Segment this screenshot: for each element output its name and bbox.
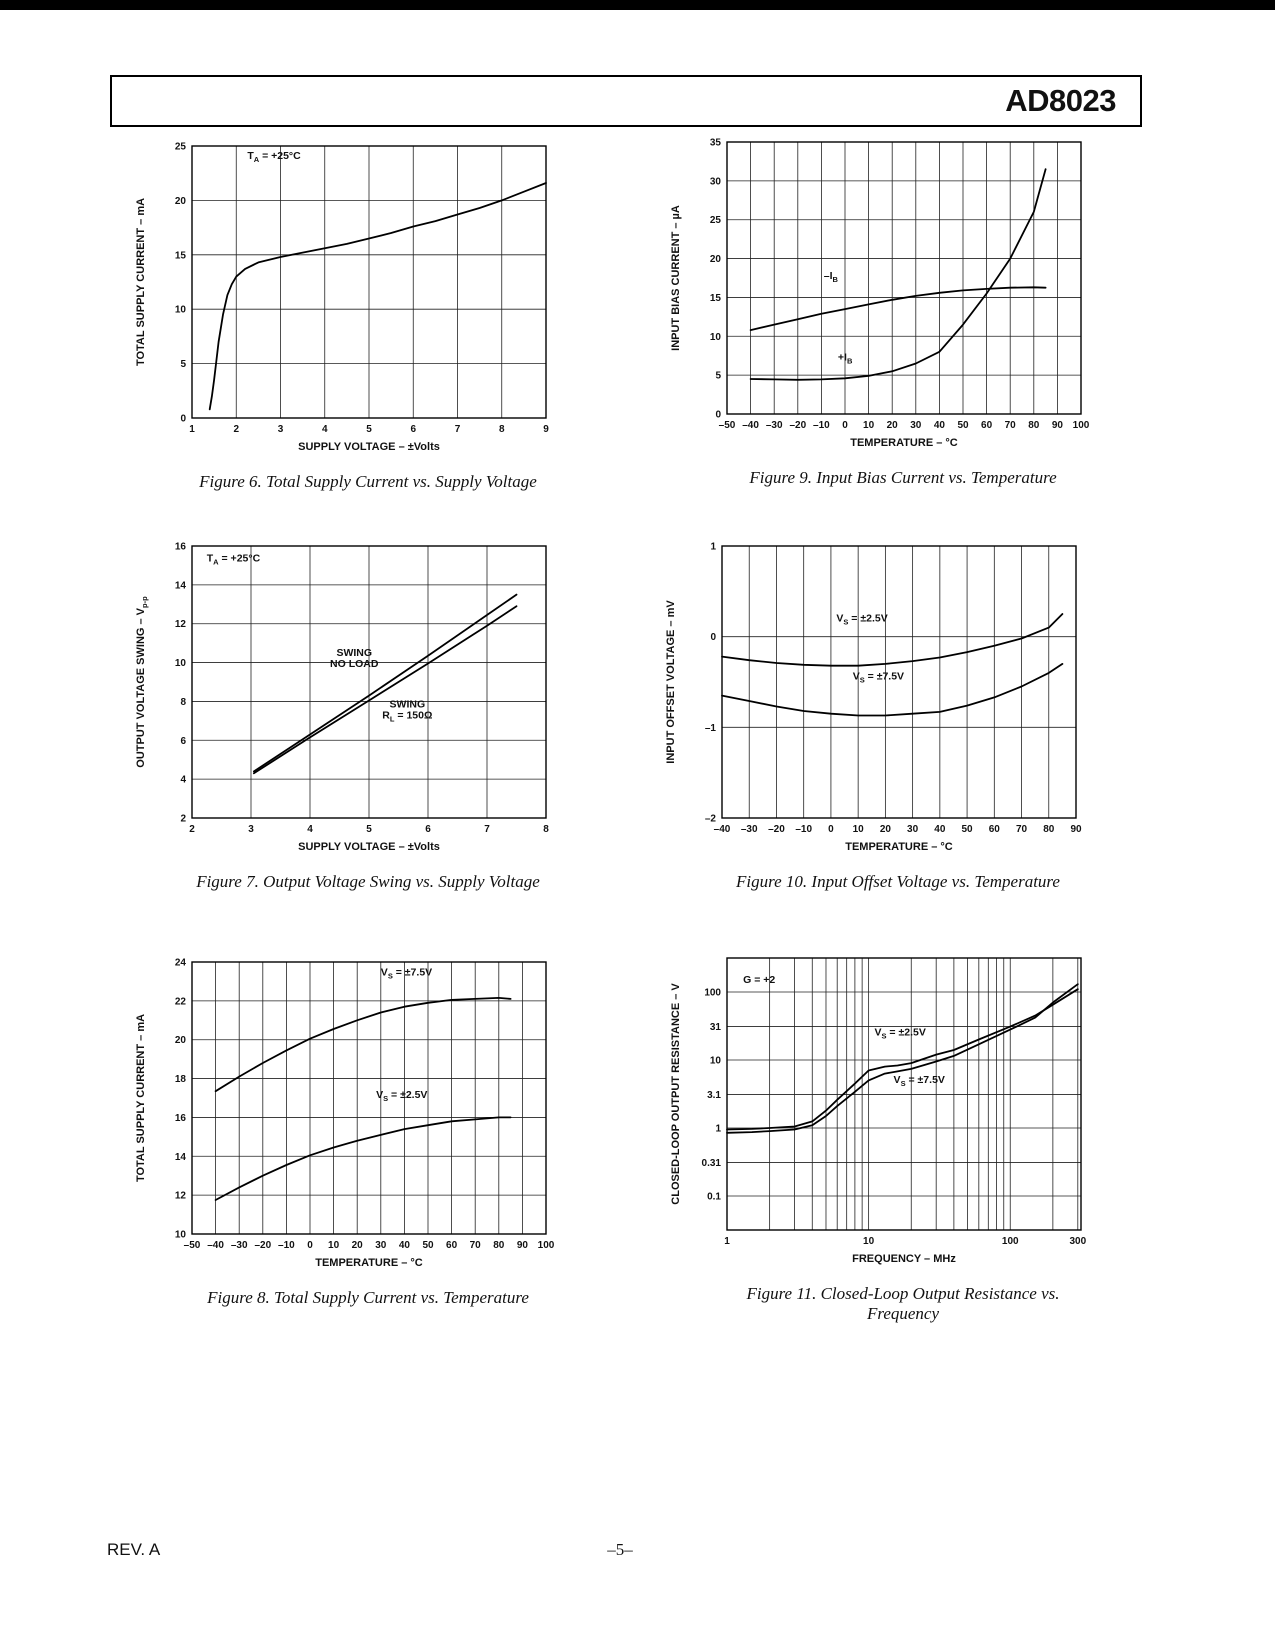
- svg-text:50: 50: [957, 420, 969, 431]
- svg-text:10: 10: [328, 1240, 340, 1251]
- svg-text:–10: –10: [813, 420, 830, 431]
- svg-text:3: 3: [248, 824, 254, 835]
- svg-text:35: 35: [709, 137, 721, 149]
- series-swing-rl-150: [254, 606, 517, 773]
- svg-text:40: 40: [934, 824, 946, 835]
- svg-text:5: 5: [715, 370, 721, 382]
- svg-text:TOTAL SUPPLY CURRENT – mA: TOTAL SUPPLY CURRENT – mA: [135, 197, 147, 367]
- svg-text:5: 5: [366, 424, 372, 435]
- svg-text:9: 9: [543, 424, 549, 435]
- svg-text:20: 20: [174, 195, 186, 207]
- svg-text:15: 15: [174, 250, 186, 262]
- svg-text:VS = ±2.5V: $V_S = \pm 2.5V$: [836, 612, 888, 627]
- svg-text:–40: –40: [207, 1240, 224, 1251]
- svg-text:60: 60: [988, 824, 1000, 835]
- svg-text:–30: –30: [230, 1240, 248, 1251]
- svg-text:100: 100: [1001, 1236, 1019, 1247]
- chart-output-voltage-swing-vs-supply-voltage: [130, 534, 560, 864]
- svg-text:12: 12: [174, 619, 186, 631]
- svg-text:–20: –20: [254, 1240, 272, 1251]
- svg-text:12: 12: [174, 1190, 186, 1202]
- series-minus-ib: [751, 287, 1046, 330]
- svg-text:VS = ±7.5V: $V_S = \pm 7.5V$: [893, 1073, 945, 1088]
- series-vs-7p5v: [216, 998, 511, 1091]
- svg-text:70: 70: [469, 1240, 481, 1251]
- svg-text:SWINGNO LOAD: SWING NO LOAD: [330, 646, 379, 670]
- svg-text:3.1: 3.1: [707, 1090, 721, 1102]
- svg-text:0: 0: [842, 420, 848, 431]
- figure-7: [130, 534, 560, 892]
- svg-text:10: 10: [174, 658, 186, 670]
- svg-text:+IB: $+I_B$: [837, 351, 853, 366]
- svg-text:10: 10: [709, 331, 721, 343]
- svg-text:TOTAL SUPPLY CURRENT – mA: TOTAL SUPPLY CURRENT – mA: [135, 1013, 147, 1183]
- svg-text:90: 90: [1070, 824, 1082, 835]
- svg-text:30: 30: [375, 1240, 387, 1251]
- svg-text:2: 2: [189, 824, 195, 835]
- svg-text:70: 70: [1015, 824, 1028, 835]
- svg-text:300: 300: [1069, 1236, 1087, 1247]
- svg-text:80: 80: [1043, 824, 1055, 835]
- svg-text:TA = +25°C: $T_A = +25^\circ C$: [247, 150, 301, 165]
- svg-text:TEMPERATURE – °C: TEMPERATURE – °C: [845, 841, 953, 853]
- part-number-header: [110, 75, 1142, 127]
- series-vs-2p5v: [727, 989, 1078, 1129]
- svg-text:7: 7: [484, 824, 490, 835]
- svg-text:90: 90: [1051, 420, 1063, 431]
- svg-text:–2: –2: [704, 813, 716, 825]
- svg-text:30: 30: [709, 176, 721, 188]
- figure-11-caption: Figure 11. Closed-Loop Output Resistance vs. Frequency: [746, 1284, 1060, 1323]
- svg-text:–20: –20: [768, 824, 785, 835]
- svg-text:0: 0: [307, 1240, 313, 1251]
- svg-text:100: 100: [704, 987, 721, 999]
- page-number: –5–: [607, 1540, 633, 1559]
- svg-text:0: 0: [710, 632, 716, 644]
- svg-text:60: 60: [981, 420, 993, 431]
- revision-label: REV. A: [107, 1540, 161, 1559]
- series-vs-2p5v: [722, 614, 1062, 666]
- chart-total-supply-current-vs-supply-voltage: [130, 134, 560, 464]
- svg-text:31: 31: [709, 1022, 721, 1034]
- svg-text:VS = ±7.5V: $V_S = \pm 7.5V$: [380, 966, 433, 981]
- svg-text:10: 10: [174, 1229, 186, 1241]
- svg-text:14: 14: [174, 580, 186, 592]
- svg-text:100: 100: [537, 1240, 555, 1251]
- chart-total-supply-current-vs-temperature: [130, 950, 560, 1280]
- svg-text:2: 2: [233, 424, 240, 435]
- svg-text:VS = ±7.5V: $V_S = \pm 7.5V$: [852, 670, 905, 685]
- series-plus-ib: [751, 169, 1046, 380]
- svg-text:0.31: 0.31: [701, 1158, 721, 1170]
- svg-text:4: 4: [307, 824, 313, 835]
- svg-text:–50: –50: [718, 420, 736, 431]
- svg-text:–10: –10: [795, 824, 813, 835]
- series-vs-7p5v: [727, 984, 1078, 1133]
- svg-text:80: 80: [493, 1240, 505, 1251]
- svg-text:30: 30: [907, 824, 919, 835]
- svg-text:INPUT OFFSET VOLTAGE – mV: INPUT OFFSET VOLTAGE – mV: [665, 600, 677, 764]
- figure-8-caption: Figure 8. Total Supply Current vs. Temperature: [207, 1288, 529, 1307]
- svg-text:6: 6: [180, 735, 186, 747]
- svg-text:–40: –40: [713, 824, 731, 835]
- svg-text:25: 25: [174, 141, 186, 153]
- svg-text:VS = ±2.5V: $V_S = \pm 2.5V$: [376, 1089, 428, 1103]
- svg-text:16: 16: [174, 541, 186, 553]
- svg-text:10: 10: [852, 824, 864, 835]
- svg-text:90: 90: [516, 1240, 528, 1251]
- svg-text:4: 4: [321, 424, 328, 435]
- svg-text:SUPPLY VOLTAGE – ±Volts: SUPPLY VOLTAGE – ±Volts: [298, 841, 440, 853]
- series-total-supply-current: [210, 183, 546, 409]
- svg-text:TA = +25°C: $T_A = +25^\circ C$: [206, 552, 261, 567]
- figure-8: [130, 950, 560, 1308]
- svg-text:20: 20: [174, 1035, 186, 1047]
- svg-text:–1: –1: [704, 722, 716, 734]
- svg-text:VS = ±2.5V: $V_S = \pm 2.5V$: [874, 1026, 926, 1041]
- svg-text:8: 8: [543, 824, 549, 835]
- svg-text:22: 22: [174, 996, 186, 1008]
- svg-text:5: 5: [366, 824, 372, 835]
- svg-text:TEMPERATURE – °C: TEMPERATURE – °C: [315, 1257, 423, 1269]
- svg-text:–20: –20: [789, 420, 807, 431]
- svg-text:25: 25: [709, 215, 721, 227]
- svg-text:10: 10: [863, 420, 875, 431]
- svg-text:0: 0: [715, 409, 721, 421]
- svg-text:80: 80: [1028, 420, 1040, 431]
- svg-text:4: 4: [180, 774, 186, 786]
- svg-text:2: 2: [180, 813, 186, 825]
- svg-text:18: 18: [174, 1074, 186, 1086]
- figure-10: [660, 534, 1090, 892]
- svg-text:8: 8: [180, 696, 186, 708]
- svg-text:8: 8: [498, 424, 505, 435]
- series-swing-no-load: [254, 595, 517, 772]
- svg-text:1: 1: [724, 1236, 730, 1247]
- svg-text:14: 14: [174, 1151, 186, 1163]
- svg-text:OUTPUT VOLTAGE SWING – Vp-p: OUTPUT VOLTAGE SWING – $V_{p-p}$: [135, 596, 149, 768]
- svg-text:50: 50: [961, 824, 973, 835]
- figure-9-caption: Figure 9. Input Bias Current vs. Temperature: [749, 468, 1057, 487]
- svg-text:5: 5: [180, 359, 186, 371]
- figure-6: [130, 134, 560, 492]
- figure-11: [665, 946, 1095, 1324]
- svg-text:16: 16: [174, 1112, 186, 1124]
- svg-text:10: 10: [709, 1055, 721, 1067]
- svg-text:10: 10: [174, 304, 186, 316]
- chart-input-bias-current-vs-temperature: [665, 130, 1095, 460]
- figure-7-caption: Figure 7. Output Voltage Swing vs. Supply Voltage: [196, 872, 540, 891]
- svg-text:SWINGRL = 150Ω: SWING $R_L = 150\Omega$: [382, 698, 433, 724]
- svg-text:INPUT BIAS CURRENT – µA: INPUT BIAS CURRENT – µA: [670, 205, 682, 351]
- svg-text:60: 60: [446, 1240, 458, 1251]
- svg-text:0: 0: [828, 824, 834, 835]
- scan-edge-strip: [0, 0, 1275, 10]
- part-number: AD8023: [1005, 83, 1116, 118]
- chart-closed-loop-output-resistance-vs-frequency: [665, 946, 1095, 1276]
- chart-input-offset-voltage-vs-temperature: [660, 534, 1090, 864]
- svg-text:–40: –40: [742, 420, 759, 431]
- figure-6-caption: Figure 6. Total Supply Current vs. Supply Voltage: [199, 472, 537, 491]
- svg-text:–10: –10: [278, 1240, 295, 1251]
- svg-text:–30: –30: [765, 420, 783, 431]
- svg-text:6: 6: [425, 824, 431, 835]
- svg-text:24: 24: [174, 957, 186, 969]
- svg-text:40: 40: [398, 1240, 410, 1251]
- svg-text:1: 1: [710, 541, 716, 553]
- svg-text:40: 40: [933, 420, 945, 431]
- svg-text:CLOSED-LOOP OUTPUT RESISTANCE: CLOSED-LOOP OUTPUT RESISTANCE – V: [670, 983, 682, 1205]
- svg-text:10: 10: [863, 1236, 875, 1247]
- svg-text:100: 100: [1072, 420, 1090, 431]
- svg-text:70: 70: [1004, 420, 1016, 431]
- series-vs-2p5v: [216, 1117, 511, 1200]
- svg-text:TEMPERATURE – °C: TEMPERATURE – °C: [850, 437, 958, 449]
- svg-text:1: 1: [189, 424, 195, 435]
- svg-text:50: 50: [422, 1240, 434, 1251]
- svg-text:20: 20: [886, 420, 898, 431]
- svg-text:20: 20: [709, 254, 721, 266]
- figure-10-caption: Figure 10. Input Offset Voltage vs. Temperature: [736, 872, 1060, 891]
- svg-text:6: 6: [410, 424, 417, 435]
- svg-text:0: 0: [180, 413, 186, 425]
- svg-text:–30: –30: [740, 824, 758, 835]
- svg-text:1: 1: [715, 1123, 721, 1135]
- svg-text:20: 20: [879, 824, 891, 835]
- figure-9: [665, 130, 1095, 488]
- svg-text:G = +2: G = +2: [743, 974, 776, 987]
- svg-text:FREQUENCY – MHz: FREQUENCY – MHz: [852, 1253, 956, 1265]
- svg-text:–50: –50: [183, 1240, 201, 1251]
- svg-text:0.1: 0.1: [707, 1191, 721, 1203]
- svg-text:–IB: $-I_B$: [823, 269, 838, 284]
- svg-text:30: 30: [910, 420, 922, 431]
- svg-text:3: 3: [277, 424, 284, 435]
- svg-text:15: 15: [709, 292, 721, 304]
- svg-text:7: 7: [454, 424, 461, 435]
- svg-text:SUPPLY VOLTAGE – ±Volts: SUPPLY VOLTAGE – ±Volts: [298, 441, 440, 453]
- svg-text:20: 20: [351, 1240, 363, 1251]
